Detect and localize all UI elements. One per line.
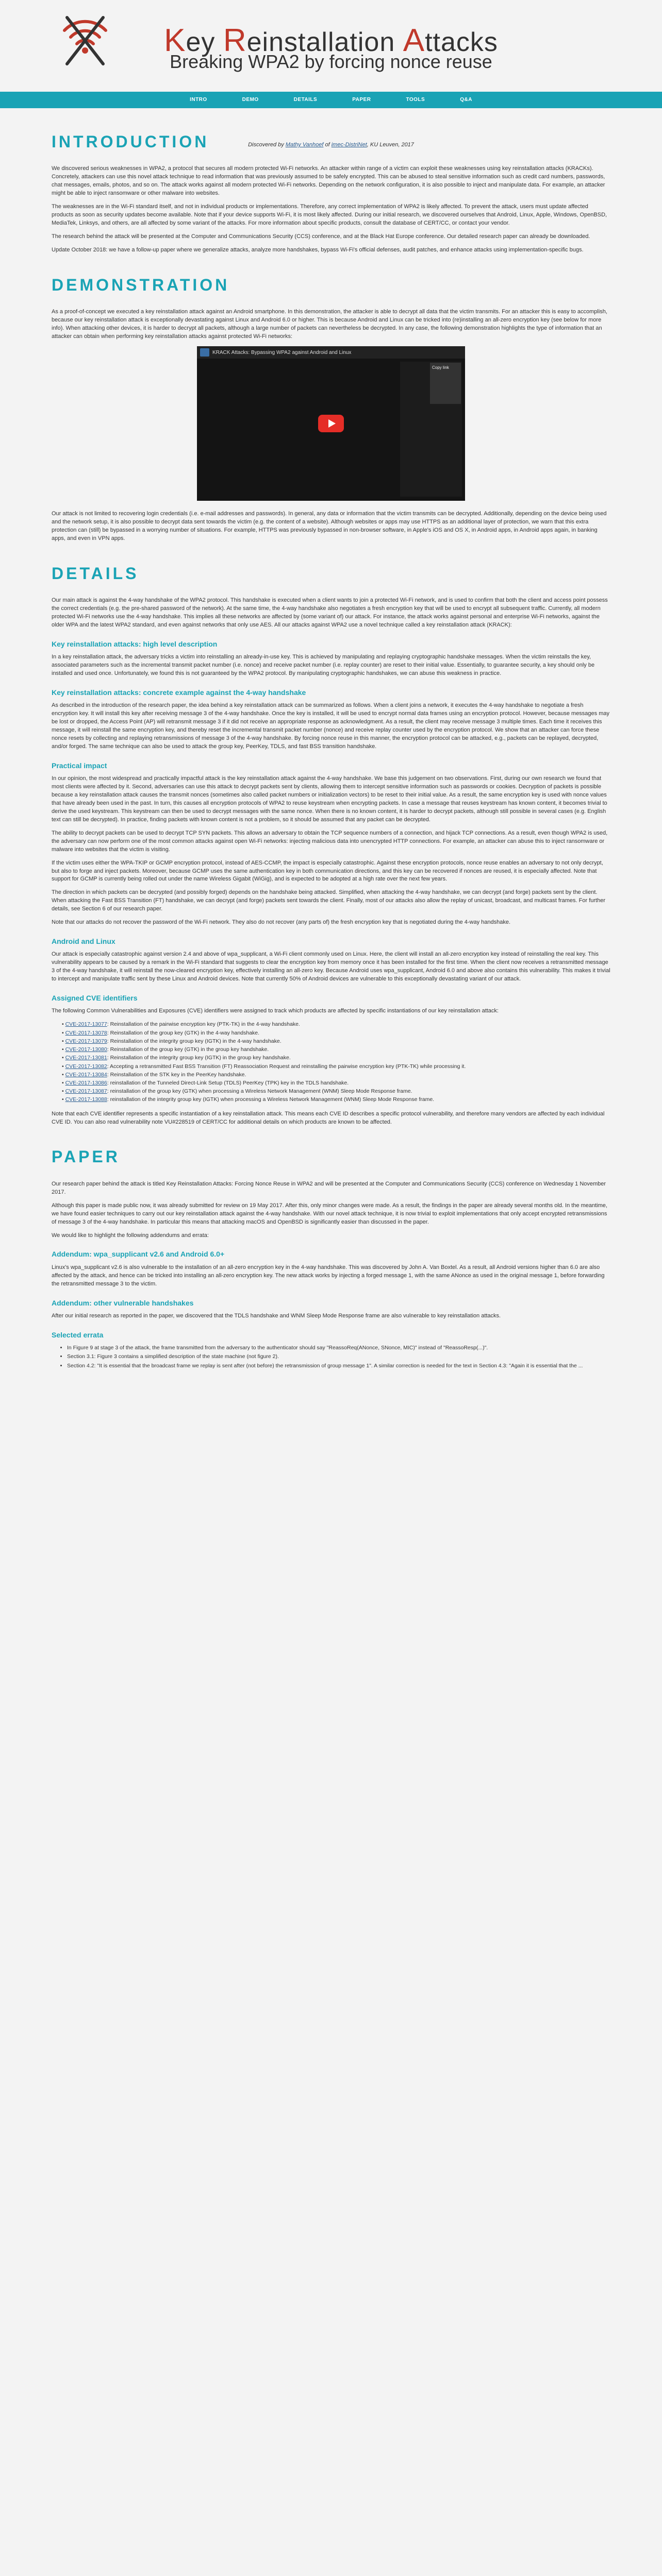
errata-heading: Selected errata	[52, 1330, 104, 1339]
list-item: • CVE-2017-13084: Reinstallation of the STK key in the PeerKey handshake.	[62, 1071, 610, 1079]
errata-list	[67, 1344, 610, 1370]
overview-heading: Key reinstallation attacks: high level description	[52, 639, 218, 648]
cve-link[interactable]: CVE-2017-13079	[65, 1038, 107, 1044]
impact-paragraph-4: The direction in which packets can be decrypted (and possibly forged) depends on the handshake being attacked. Simplified, when attacking the 4-way handshake, we can decrypt (and forge) packets sent by the client. When attacking the Fast BSS Transition (FT) handshake, we can decrypt (and forge) packets sent towards the client. Finally, most of our attacks also allow the replay of unicast, broadcast, and multicast frames. For further details, see Section 6 of our research paper.	[52, 889, 606, 912]
affiliation-link[interactable]: imec-DistriNet	[331, 142, 367, 148]
cve-link[interactable]: CVE-2017-13084	[65, 1071, 107, 1078]
demo-paragraph-1: As a proof-of-concept we executed a key reinstallation attack against an Android smartphone. In this demonstration, the attacker is able to decrypt all data that the victim transmits. For an attacker this is easy to accomplish, because our key reinstallation attack is exceptionally devastating against Linux and Android 6.0 or higher. This is because Android and Linux can be tricked into (re)installing an all-zero encryption key (see below for more info). When attacking other devices, it is harder to decrypt all packets, although a large number of packets can nevertheless be decrypted. In any case, the following demonstration highlights the type of information that an attacker can obtain when performing key reinstallation attacks against protected Wi-Fi networks:	[52, 309, 607, 340]
example-paragraph: As described in the introduction of the research paper, the idea behind a key reinstallation attack can be summarized as follows. When a client joins a network, it executes the 4-way handshake to negotiate a fresh encryption key. It will install this key after receiving message 3 of the 4-way handshake. Once the key is installed, it will be used to encrypt normal data frames using an encryption protocol. However, because messages may be lost or dropped, the Access Point (AP) will retransmit message 3 if it did not receive an appropriate response as acknowledgment. As a result, the client may receive message 3 multiple times. Each time it receives this message, it will reinstall the same encryption key, and thereby reset the incremental transmit packet number (nonce) and receive replay counter used by the encryption protocol. We show that an attacker can force these nonce resets by collecting and replaying retransmissions of message 3 of the 4-way handshake. By forcing nonce reuse in this manner, the encryption protocol can be attacked, e.g., packets can be replayed, decrypted, and/or forged. The same technique can also be used to attack the group key, PeerKey, TDLS, and fast BSS transition handshake.	[52, 702, 609, 750]
demo-paragraph-2: Our attack is not limited to recovering login credentials (i.e. e-mail addresses and passwords). In general, any data or information that the victim transmits can be decrypted. Additionally, depending on the device being used and the network setup, it is also possible to decrypt data sent towards the victim (e.g. the content of a website). Although websites or apps may use HTTPS as an additional layer of protection, we warn that this extra protection can (still) be bypassed in a worrying number of situations. For example, HTTPS was previously bypassed in non-browser software, in Apple's iOS and OS X, in Android apps, in Android apps again, in banking apps, and even in VPN apps.	[52, 510, 607, 541]
paper-heading: PAPER	[52, 1147, 120, 1166]
cve-link[interactable]: CVE-2017-13077	[65, 1021, 107, 1028]
copy-link-label: Copy link	[432, 365, 449, 370]
list-item: • CVE-2017-13082: Accepting a retransmitted Fast BSS Transition (FT) Reassociation Request and reinstalling the pairwise encryption key (PTK-TK) while processing it.	[62, 1063, 610, 1071]
list-item: • CVE-2017-13080: Reinstallation of the group key (GTK) in the group key handshake.	[62, 1046, 610, 1054]
paper-paragraph-3: We would like to highlight the following addendums and errata:	[52, 1232, 209, 1239]
list-item: • Section 4.2: "It is essential that the broadcast frame we replay is sent after (not before) the retransmission of group message 1". A similar correction is needed for the text in Section 4.3: "Again it is essential that the ...	[67, 1362, 610, 1370]
cve-link[interactable]: CVE-2017-13081	[65, 1055, 107, 1061]
list-item: • In Figure 9 at stage 3 of the attack, the frame transmitted from the adversary to the authenticator should say "ReassoReq(ANonce, SNonce, MIC)" instead of "ReassoResp(...)".	[67, 1344, 610, 1352]
cve-list	[62, 1021, 610, 1104]
impact-paragraph-1: In our opinion, the most widespread and practically impactful attack is the key reinstallation attack against the 4-way handshake. We base this judgement on two observations. First, during our own research we found that most clients were affected by it. Second, adversaries can use this attack to decrypt packets sent by clients, allowing them to intercept sensitive information such as passwords or cookies. Decryption of packets is possible because a key reinstallation attack causes the transmit nonces (sometimes also called packet numbers or initialization vectors) to be reset to their initial value. As a result, the same encryption key is used with nonce values that have already been used in the past. In turn, this causes all encryption protocols of WPA2 to reuse keystream when encrypting packets. In case a message that reuses keystream has known content, it becomes trivial to derive the used keystream. This keystream can then be used to decrypt messages with the same nonce. When there is no known content, it is harder to decrypt packets, although still possible in several cases (e.g. English text can still be decrypted). In practice, finding packets with known content is not a problem, so it should be assumed that any packet can be decrypted.	[52, 775, 607, 823]
android-paragraph: Our attack is especially catastrophic against version 2.4 and above of wpa_supplicant, a Wi-Fi client commonly used on Linux. Here, the client will install an all-zero encryption key instead of reinstalling the real key. This vulnerability appears to be caused by a remark in the Wi-Fi standard that suggests to clear the encryption key from memory once it has been installed for the first time. When the client now receives a retransmitted message 3 of the 4-way handshake, it will reinstall the now-cleared encryption key, effectively installing an all-zero key. Because Android uses wpa_supplicant, Android 6.0 and above also contains this vulnerability. This makes it trivial to intercept and manipulate traffic sent by these Linux and Android devices. Note that currently 50% of Android devices are vulnerable to this exceptionally devastating variant of our attack.	[52, 951, 610, 982]
list-item: • CVE-2017-13078: Reinstallation of the group key (GTK) in the 4-way handshake.	[62, 1029, 610, 1037]
intro-paragraph-4: Update October 2018: we have a follow-up paper where we generalize attacks, analyze more handshakes, bypass Wi-Fi's official defenses, audit patches, and enhance attacks using implementation-specific bugs.	[52, 246, 584, 253]
video-title: KRACK Attacks: Bypassing WPA2 against Android and Linux	[212, 349, 352, 355]
paper-paragraph-2: Although this paper is made public now, it was already submitted for review on 19 May 2017. After this, only minor changes were made. As a result, the findings in the paper are already several months old. In the meantime, we have found easier techniques to carry out our key reinstallation attack against the 4-way handshake. With our novel attack technique, it is now trivial to exploit implementations that only accept encrypted retransmissions of message 3 of the 4-way handshake. In particular this means that attacking macOS and OpenBSD is significantly easier than discussed in the paper.	[52, 1202, 607, 1225]
page-title: Key Reinstallation Attacks	[164, 23, 498, 58]
cve-link[interactable]: CVE-2017-13087	[65, 1088, 107, 1095]
overview-paragraph: In a key reinstallation attack, the adversary tricks a victim into reinstalling an already-in-use key. This is achieved by manipulating and replaying cryptographic handshake messages. When the victim reinstalls the key, associated parameters such as the incremental transmit packet number (i.e. nonce) and receive packet number (i.e. replay counter) are reset to their initial value. Essentially, to guarantee security, a key should only be installed and used once. Unfortunately, we found this is not guaranteed by the WPA2 protocol. By manipulating cryptographic handshakes, we can abuse this weakness in practice.	[52, 654, 595, 676]
demo-heading: DEMONSTRATION	[52, 275, 230, 294]
details-heading: DETAILS	[52, 564, 139, 583]
cve-link[interactable]: CVE-2017-13086	[65, 1079, 107, 1086]
video-menu[interactable]	[430, 363, 461, 404]
intro-heading: INTRODUCTION	[52, 132, 209, 151]
channel-icon	[200, 348, 209, 357]
list-item: • CVE-2017-13086: reinstallation of the Tunneled Direct-Link Setup (TDLS) PeerKey (TPK) key in the TDLS handshake.	[62, 1079, 610, 1087]
impact-paragraph-5: Note that our attacks do not recover the password of the Wi-Fi network. They also do not recover (any parts of) the fresh encryption key that is negotiated during the 4-way handshake.	[52, 919, 511, 926]
play-button-icon[interactable]	[318, 415, 344, 432]
cve-link[interactable]: CVE-2017-13088	[65, 1096, 107, 1103]
impact-heading: Practical impact	[52, 761, 107, 770]
nav-tools[interactable]: TOOLS	[406, 96, 425, 103]
terminal-output	[201, 362, 393, 497]
example-heading: Key reinstallation attacks: concrete example against the 4-way handshake	[52, 688, 306, 697]
nav-paper[interactable]: PAPER	[352, 96, 371, 103]
author-link[interactable]: Mathy Vanhoef	[285, 142, 324, 148]
nav-qa[interactable]: Q&A	[460, 96, 472, 103]
intro-paragraph-3: The research behind the attack will be presented at the Computer and Communications Security (CCS) conference, and at the Black Hat Europe conference. Our detailed research paper can already be downloaded.	[52, 233, 590, 240]
nav-demo[interactable]: DEMO	[242, 96, 259, 103]
details-paragraph-1: Our main attack is against the 4-way handshake of the WPA2 protocol. This handshake is executed when a client wants to join a protected Wi-Fi network, and is used to confirm that both the client and access point possess the correct credentials (e.g. the pre-shared password of the network). At the same time, the 4-way handshake also negotiates a fresh encryption key that will be used to encrypt all subsequent traffic. Currently, all modern protected Wi-Fi networks use the 4-way handshake. This implies all these networks are affected by (some variant of) our attack. For instance, the attack works against personal and enterprise Wi-Fi networks, against the older WPA and the latest WPA2 standard, and even against networks that only use AES. All our attacks against WPA2 use a novel technique called a key reinstallation attack (KRACK):	[52, 597, 608, 628]
paper-paragraph-1: Our research paper behind the attack is titled Key Reinstallation Attacks: Forcing Nonce Reuse in WPA2 and will be presented at the Computer and Communications Security (CCS) conference on Wednesday 1 November 2017.	[52, 1180, 606, 1195]
list-item: • CVE-2017-13087: reinstallation of the group key (GTK) when processing a Wireless Network Management (WNM) Sleep Mode Response frame.	[62, 1088, 610, 1095]
addendum1-heading: Addendum: wpa_supplicant v2.6 and Android 6.0+	[52, 1250, 225, 1259]
cve-link[interactable]: CVE-2017-13080	[65, 1046, 107, 1053]
list-item: • CVE-2017-13077: Reinstallation of the pairwise encryption key (PTK-TK) in the 4-way handshake.	[62, 1021, 610, 1028]
cve-heading: Assigned CVE identifiers	[52, 994, 138, 1003]
top-nav	[0, 92, 662, 108]
impact-paragraph-3: If the victim uses either the WPA-TKIP or GCMP encryption protocol, instead of AES-CCMP, the impact is especially catastrophic. Against these encryption protocols, nonce reuse enables an adversary to not only decrypt, but also to forge and inject packets. Moreover, because GCMP uses the same authentication key in both communication directions, and this key can be recovered if nonces are reused, it is especially affected. Note that support for GCMP is currently being rolled out under the name Wireless Gigabit (WiGig), and is expected to be adopted at a high rate over the next few years.	[52, 859, 603, 883]
page-header	[0, 0, 662, 77]
impact-paragraph-2: The ability to decrypt packets can be used to decrypt TCP SYN packets. This allows an adversary to obtain the TCP sequence numbers of a connection, and hijack TCP connections. As a result, even though WPA2 is used, the adversary can now perform one of the most common attacks against open Wi-Fi networks: injecting malicious data into unencrypted HTTP connections. For example, an attacker can abuse this to inject ransomware or malware into websites that the victim is visiting.	[52, 829, 608, 853]
page-subtitle: Breaking WPA2 by forcing nonce reuse	[170, 51, 492, 72]
demo-video[interactable]	[197, 346, 465, 501]
addendum2-paragraph: After our initial research as reported in the paper, we discovered that the TDLS handshake and WNM Sleep Mode Response frame are also vulnerable to key reinstallation attacks.	[52, 1312, 501, 1319]
list-item: • CVE-2017-13079: Reinstallation of the integrity group key (IGTK) in the 4-way handshake.	[62, 1038, 610, 1045]
nav-intro[interactable]: INTRO	[190, 96, 207, 103]
addendum2-heading: Addendum: other vulnerable handshakes	[52, 1298, 194, 1307]
android-heading: Android and Linux	[52, 937, 115, 946]
list-item: • CVE-2017-13081: Reinstallation of the integrity group key (IGTK) in the group key handshake.	[62, 1054, 610, 1062]
cve-paragraph-2: Note that each CVE identifier represents a specific instantiation of a key reinstallation attack. This means each CVE ID describes a specific protocol vulnerability, and therefore many vendors are affected by each individual CVE ID. You can also read vulnerability note VU#228519 of CERT/CC for additional details on which products are known to be affected.	[52, 1110, 605, 1125]
cve-link[interactable]: CVE-2017-13082	[65, 1063, 107, 1070]
intro-paragraph-2: The weaknesses are in the Wi-Fi standard itself, and not in individual products or implementations. Therefore, any correct implementation of WPA2 is likely affected. To prevent the attack, users must update affected products as soon as security updates become available. Note that if your device supports Wi-Fi, it is most likely affected. During our initial research, we discovered ourselves that Android, Linux, Apple, Windows, OpenBSD, MediaTek, Linksys, and others, are all affected by some variant of the attacks. For more information about specific products, consult the database of CERT/CC, or contact your vendor.	[52, 204, 607, 226]
byline: Discovered by Mathy Vanhoef of imec-DistriNet, KU Leuven, 2017	[248, 142, 414, 148]
cve-link[interactable]: CVE-2017-13078	[65, 1029, 107, 1036]
nav-details[interactable]: DETAILS	[293, 96, 318, 103]
video-title-bar	[197, 346, 465, 359]
video-side-panel	[400, 362, 462, 497]
list-item: • CVE-2017-13088: reinstallation of the integrity group key (IGTK) when processing a Wireless Network Management (WNM) Sleep Mode Response frame.	[62, 1096, 610, 1104]
addendum1-paragraph: Linux's wpa_supplicant v2.6 is also vulnerable to the installation of an all-zero encryption key in the 4-way handshake. This was discovered by John A. Van Boxtel. As a result, all Android versions higher than 6.0 are also affected by the attack, and hence can be tricked into installing an all-zero encryption key. The new attack works by injecting a forged message 1, with the same ANonce as used in the original message 1, before forwarding the retransmitted message 3 to the victim.	[52, 1264, 605, 1287]
cve-intro-paragraph: The following Common Vulnerabilities and Exposures (CVE) identifiers were assigned to track which products are affected by specific instantiations of our key reinstallation attack:	[52, 1008, 499, 1014]
main-content	[52, 108, 610, 1370]
intro-paragraph-1: We discovered serious weaknesses in WPA2, a protocol that secures all modern protected Wi-Fi networks. An attacker within range of a victim can exploit these weaknesses using key reinstallation attacks (KRACKs). Concretely, attackers can use this novel attack technique to read information that was previously assumed to be safely encrypted. This can be abused to steal sensitive information such as credit card numbers, passwords, chat messages, emails, photos, and so on. The attack works against all modern protected Wi-Fi networks. Depending on the network configuration, it is also possible to inject and manipulate data. For example, an attacker might be able to inject ransomware or other malware into websites.	[52, 165, 605, 197]
list-item: • Section 3.1: Figure 3 contains a simplified description of the state machine (not figure 2).	[67, 1353, 610, 1361]
